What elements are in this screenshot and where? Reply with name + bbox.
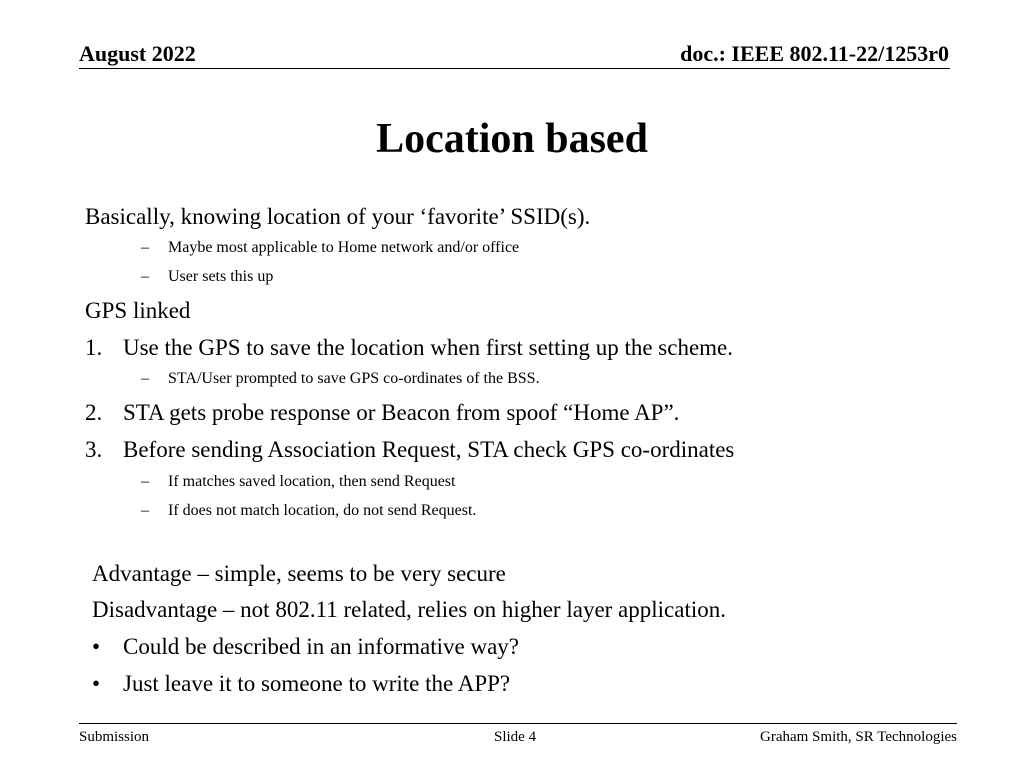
step-number: 1. [85, 335, 103, 360]
bullet-marker: • [92, 671, 101, 696]
intro-subitem-text: Maybe most applicable to Home network and/or office [168, 239, 520, 256]
step-text: Use the GPS to save the location when first setting up the scheme. [123, 335, 734, 360]
intro-subitem-text: User sets this up [168, 268, 274, 285]
step-number: 3. [85, 437, 103, 462]
step-subitem-text: If matches saved location, then send Request [168, 473, 456, 490]
footer-divider [79, 723, 957, 724]
bullet-text: Could be described in an informative way? [123, 634, 519, 659]
step-subitem-text: STA/User prompted to save GPS co-ordinates of the BSS. [168, 370, 540, 387]
dash-marker: – [141, 239, 149, 256]
step-number: 2. [85, 400, 103, 425]
dash-marker: – [141, 268, 149, 285]
bullet-marker: • [92, 634, 101, 659]
step-subitem-text: If does not match location, do not send Request. [168, 502, 477, 519]
step-text: Before sending Association Request, STA check GPS co-ordinates [123, 437, 735, 462]
footer-author: Graham Smith, SR Technologies [760, 729, 957, 745]
footer-slide-number: Slide 4 [494, 729, 537, 745]
slide-title: Location based [376, 116, 648, 162]
header-doc-id: doc.: IEEE 802.11-22/1253r0 [680, 41, 949, 66]
gps-heading: GPS linked [85, 298, 191, 323]
dash-marker: – [141, 502, 149, 519]
intro-text: Basically, knowing location of your ‘favorite’ SSID(s). [85, 204, 591, 229]
header-date: August 2022 [79, 41, 196, 66]
dash-marker: – [141, 473, 149, 490]
footer-submission: Submission [79, 729, 150, 745]
advantage-text: Advantage – simple, seems to be very secure [92, 561, 506, 586]
disadvantage-text: Disadvantage – not 802.11 related, relies on higher layer application. [92, 597, 726, 622]
dash-marker: – [141, 370, 149, 387]
bullet-text: Just leave it to someone to write the APP? [123, 671, 511, 696]
step-text: STA gets probe response or Beacon from spoof “Home AP”. [123, 400, 680, 425]
header-divider [79, 68, 950, 69]
